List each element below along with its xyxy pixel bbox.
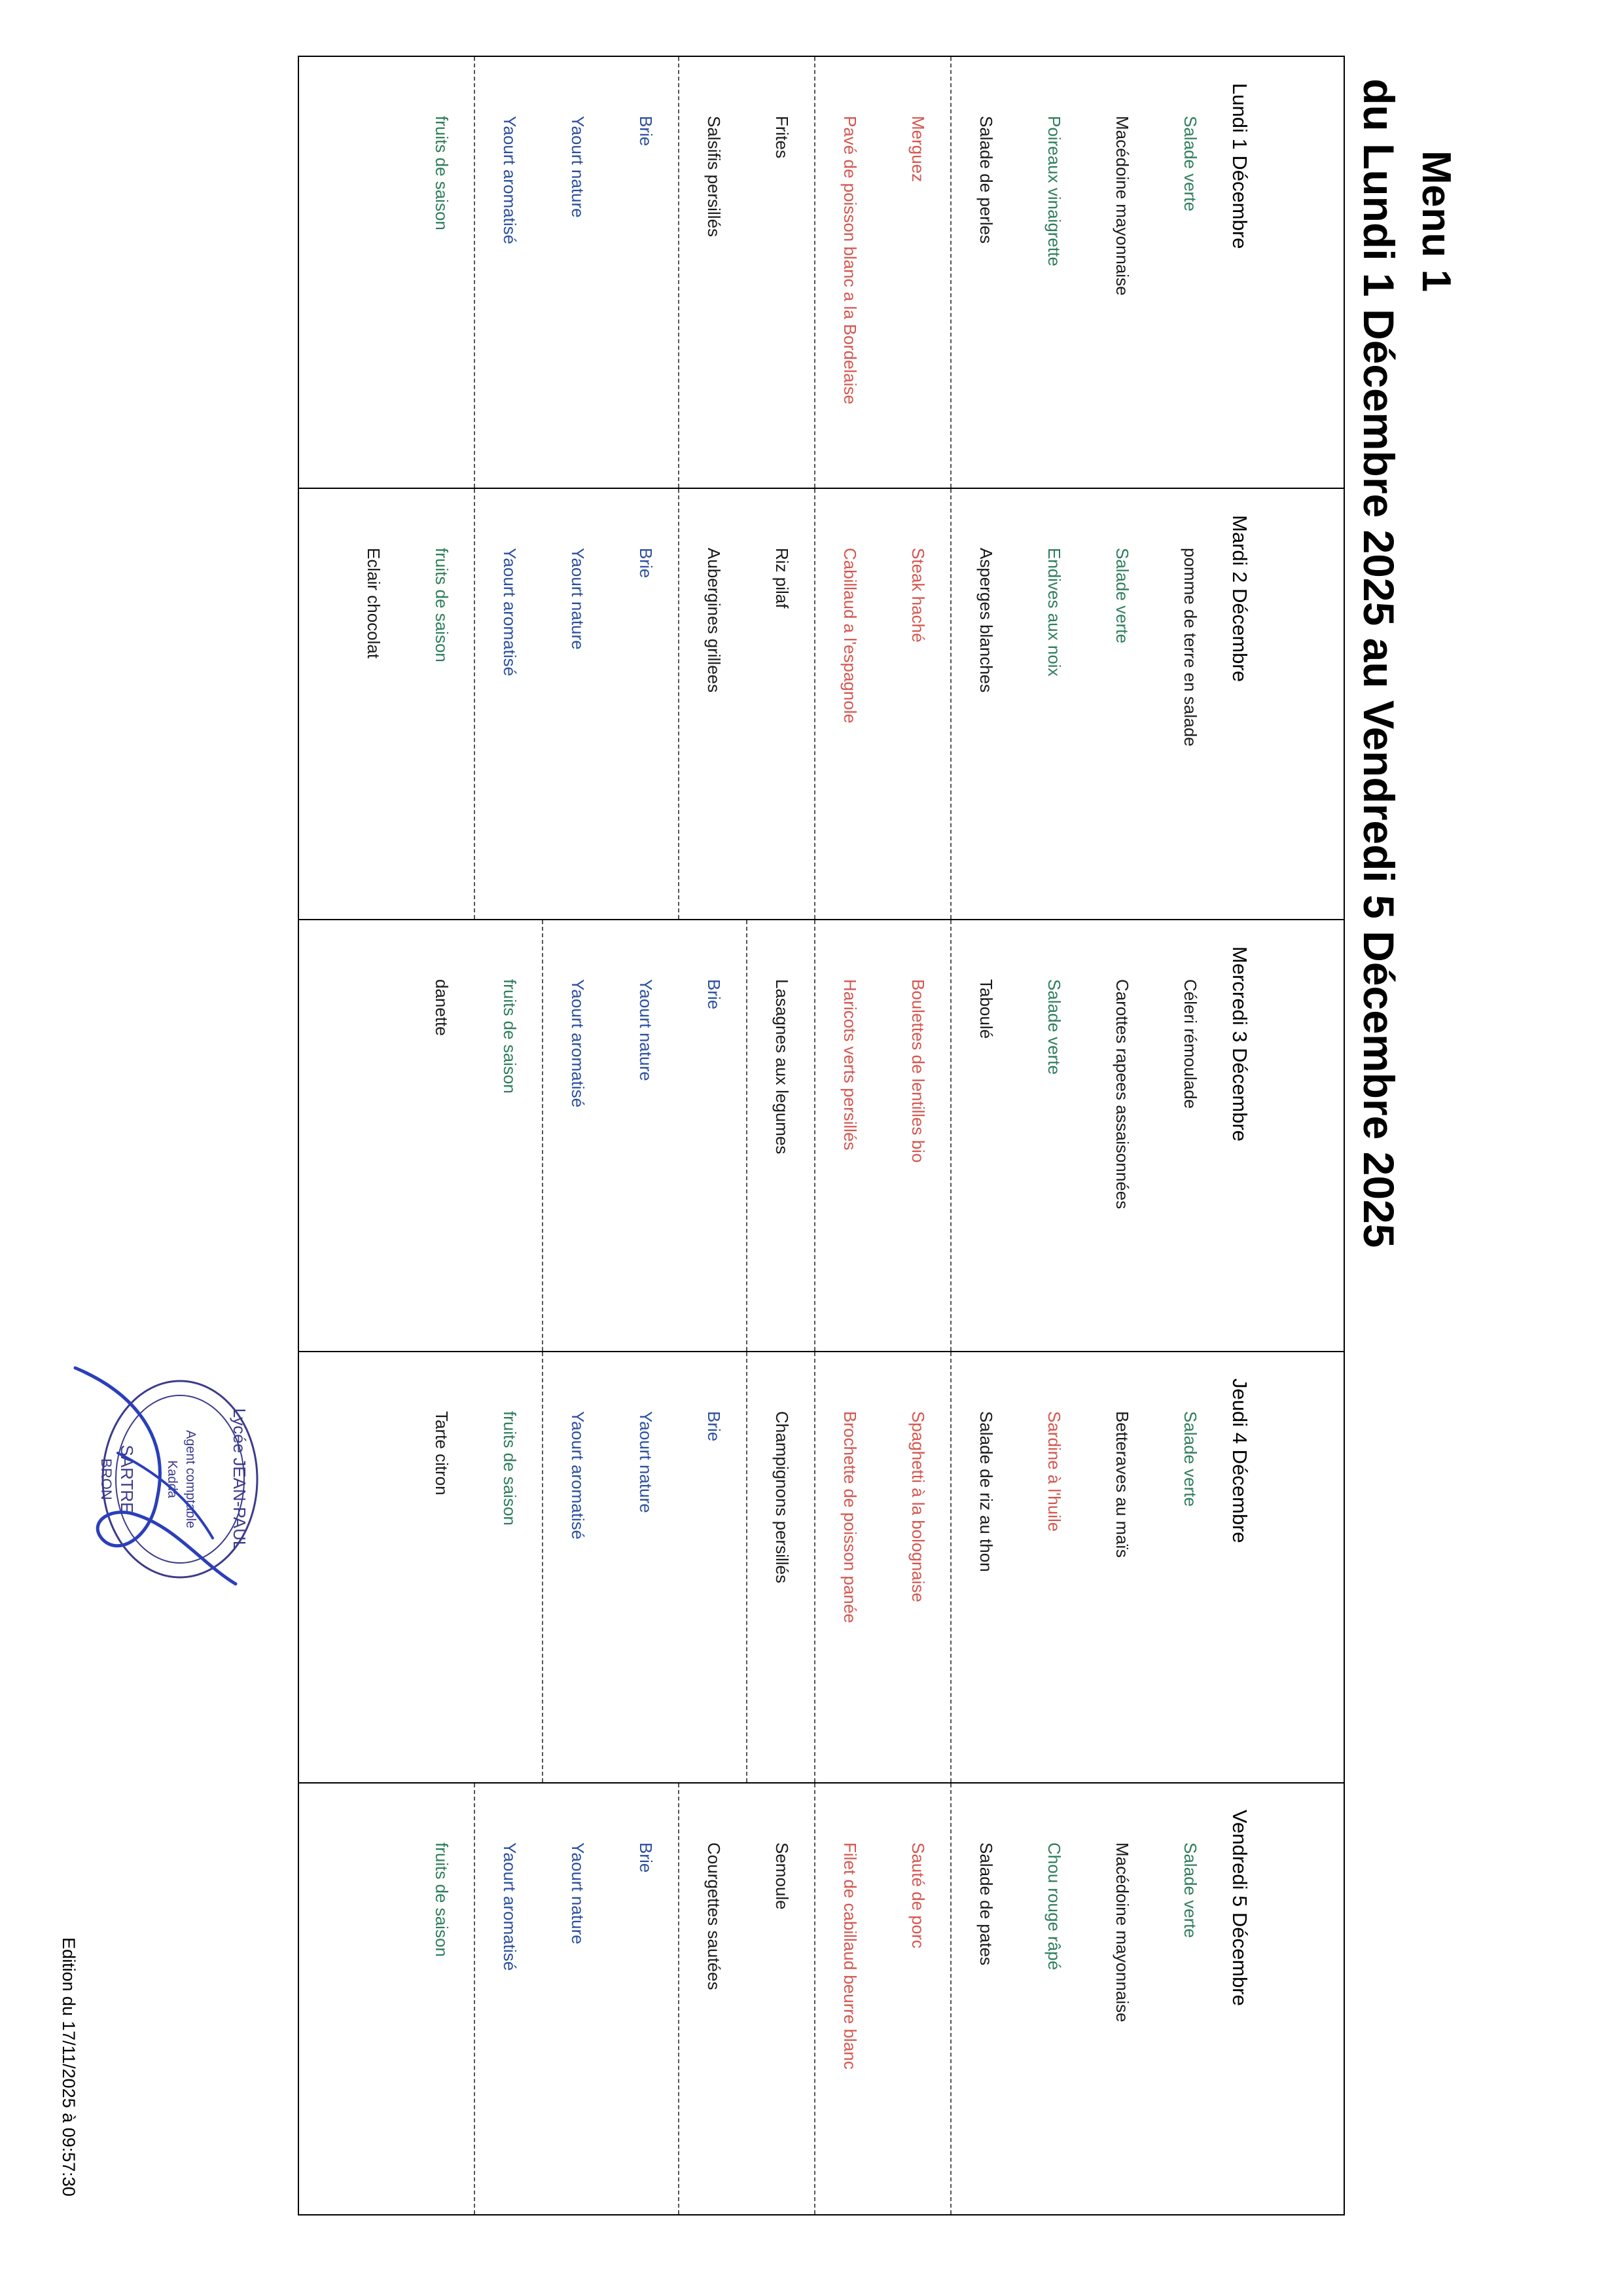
edition-footer: Edition du 17/11/2025 à 09:57:30 bbox=[59, 1937, 79, 2197]
menu-item: Betteraves au maïs bbox=[1113, 1410, 1132, 1558]
day-cell bbox=[298, 488, 1344, 920]
menu-item: Brie bbox=[704, 1410, 724, 1442]
menu-item: fruits de saison bbox=[432, 116, 452, 230]
menu-item: Frites bbox=[772, 116, 792, 158]
menu-item: fruits de saison bbox=[432, 1842, 452, 1958]
section-separator bbox=[814, 489, 815, 920]
menu-item: Brie bbox=[636, 547, 656, 578]
section-separator bbox=[950, 920, 952, 1351]
menu-item: Asperges blanches bbox=[976, 547, 996, 692]
day-name: Jeudi 4 Décembre bbox=[1228, 1378, 1251, 1543]
document-title-block bbox=[1354, 79, 1459, 1518]
menu-item: Salade de riz au thon bbox=[976, 1410, 996, 1572]
svg-text:SARTRE: SARTRE bbox=[117, 1444, 137, 1514]
menu-item: Brie bbox=[636, 1842, 656, 1873]
menu-item: Salade verte bbox=[1181, 116, 1200, 211]
menu-item: Semoule bbox=[772, 1842, 792, 1910]
menu-item: Yaourt nature bbox=[636, 979, 656, 1081]
menu-item: Brochette de poisson panée bbox=[840, 1410, 860, 1623]
menu-item: Filet de cabillaud beurre blanc bbox=[840, 1842, 860, 2070]
menu-item: Sauté de porc bbox=[908, 1842, 928, 1949]
menu-item: Aubergines grillees bbox=[704, 547, 724, 692]
official-stamp bbox=[39, 1342, 321, 1617]
menu-item: Yaourt nature bbox=[568, 547, 588, 650]
menu-item: Chou rouge râpé bbox=[1044, 1842, 1064, 1971]
menu-item: Pavé de poisson blanc a la Bordelaise bbox=[840, 116, 860, 404]
menu-item: danette bbox=[432, 979, 452, 1036]
menu-item: Yaourt aromatisé bbox=[568, 979, 588, 1108]
table-row bbox=[298, 1352, 1344, 1784]
menu-item: Céleri rémoulade bbox=[1181, 979, 1200, 1109]
menu-item: Eclair chocolat bbox=[364, 547, 383, 658]
section-separator bbox=[814, 1352, 815, 1783]
svg-text:BRON: BRON bbox=[98, 1458, 115, 1500]
section-separator bbox=[814, 1784, 815, 2214]
section-separator bbox=[746, 920, 747, 1351]
menu-item: Lasagnes aux legumes bbox=[772, 979, 792, 1155]
menu-item: Yaourt nature bbox=[636, 1410, 656, 1513]
day-name: Mercredi 3 Décembre bbox=[1228, 946, 1251, 1142]
menu-item: Salade verte bbox=[1044, 979, 1064, 1075]
section-separator bbox=[678, 489, 679, 920]
menu-item: Macédoine mayonnaise bbox=[1113, 1842, 1132, 2022]
menu-item: Spaghetti à la bolognaise bbox=[908, 1410, 928, 1602]
menu-item: Yaourt nature bbox=[568, 116, 588, 218]
section-separator bbox=[474, 489, 475, 920]
menu-item: Salsifis persillés bbox=[704, 116, 724, 237]
day-column-3 bbox=[299, 920, 1344, 1351]
table-row bbox=[298, 1783, 1344, 2215]
menu-item: Boulettes de lentilles bio bbox=[908, 979, 928, 1163]
menu-item: Yaourt aromatisé bbox=[568, 1410, 588, 1539]
section-separator bbox=[542, 920, 543, 1351]
section-separator bbox=[950, 489, 952, 920]
menu-item: Yaourt nature bbox=[568, 1842, 588, 1945]
day-name: Lundi 1 Décembre bbox=[1228, 83, 1251, 249]
svg-text:Kadda: Kadda bbox=[165, 1460, 179, 1498]
day-column-2 bbox=[299, 489, 1344, 920]
menu-item: Riz pilaf bbox=[772, 547, 792, 609]
menu-item: Salade verte bbox=[1113, 547, 1132, 643]
menu-item: Salade verte bbox=[1181, 1410, 1200, 1507]
section-separator bbox=[746, 1352, 747, 1783]
section-separator bbox=[950, 1352, 952, 1783]
menu-item: pomme de terre en salade bbox=[1181, 547, 1200, 747]
menu-item: Tarte citron bbox=[432, 1410, 452, 1496]
section-separator bbox=[474, 57, 475, 488]
menu-item: Salade de perles bbox=[976, 116, 996, 244]
menu-item: Sardine à l'huile bbox=[1044, 1410, 1064, 1532]
table-row bbox=[298, 920, 1344, 1352]
menu-table bbox=[298, 56, 1345, 2215]
menu-item: fruits de saison bbox=[432, 547, 452, 662]
section-separator bbox=[678, 1784, 679, 2214]
menu-item: fruits de saison bbox=[500, 979, 520, 1094]
day-cell bbox=[298, 56, 1344, 488]
day-cell bbox=[298, 920, 1344, 1352]
section-separator bbox=[950, 57, 952, 488]
menu-item: Cabillaud a l'espagnole bbox=[840, 547, 860, 723]
menu-item: Steak haché bbox=[908, 547, 928, 643]
day-name: Mardi 2 Décembre bbox=[1228, 514, 1251, 682]
section-separator bbox=[678, 57, 679, 488]
page-title: du Lundi 1 Décembre 2025 au Vendredi 5 Décembre 2025 bbox=[1355, 79, 1403, 1248]
menu-item: Endives aux noix bbox=[1044, 547, 1064, 677]
menu-item: Merguez bbox=[908, 116, 928, 183]
menu-number-label: Menu 1 bbox=[1414, 151, 1459, 293]
day-column-1 bbox=[299, 57, 1344, 488]
section-separator bbox=[950, 1784, 952, 2214]
day-column-4 bbox=[299, 1352, 1344, 1783]
section-separator bbox=[474, 1784, 475, 2214]
day-name: Vendredi 5 Décembre bbox=[1228, 1810, 1251, 2007]
menu-item: Brie bbox=[636, 116, 656, 147]
menu-item: Salade verte bbox=[1181, 1842, 1200, 1939]
section-separator bbox=[814, 57, 815, 488]
svg-text:Agent comptable: Agent comptable bbox=[183, 1429, 198, 1529]
section-separator bbox=[814, 920, 815, 1351]
menu-item: fruits de saison bbox=[500, 1410, 520, 1526]
section-separator bbox=[542, 1352, 543, 1783]
menu-item: Carottes rapees assaisonnées bbox=[1113, 979, 1132, 1210]
table-row bbox=[298, 488, 1344, 920]
menu-item: Macédoine mayonnaise bbox=[1113, 116, 1132, 296]
menu-item: Brie bbox=[704, 979, 724, 1010]
day-column-5 bbox=[299, 1784, 1344, 2214]
menu-item: Yaourt aromatisé bbox=[500, 547, 520, 676]
menu-item: Taboulé bbox=[976, 979, 996, 1039]
menu-item: Poireaux vinaigrette bbox=[1044, 116, 1064, 266]
menu-item: Champignons persillés bbox=[772, 1410, 792, 1583]
day-cell bbox=[298, 1352, 1344, 1784]
menu-item: Courgettes sautées bbox=[704, 1842, 724, 1990]
day-cell bbox=[298, 1783, 1344, 2215]
menu-table-wrapper bbox=[298, 56, 1345, 2215]
table-row bbox=[298, 56, 1344, 488]
menu-item: Salade de pates bbox=[976, 1842, 996, 1966]
menu-item: Yaourt aromatisé bbox=[500, 116, 520, 245]
menu-item: Haricots verts persillés bbox=[840, 979, 860, 1151]
menu-item: Yaourt aromatisé bbox=[500, 1842, 520, 1971]
svg-text:Lycée JEAN-PAUL: Lycée JEAN-PAUL bbox=[230, 1408, 249, 1551]
